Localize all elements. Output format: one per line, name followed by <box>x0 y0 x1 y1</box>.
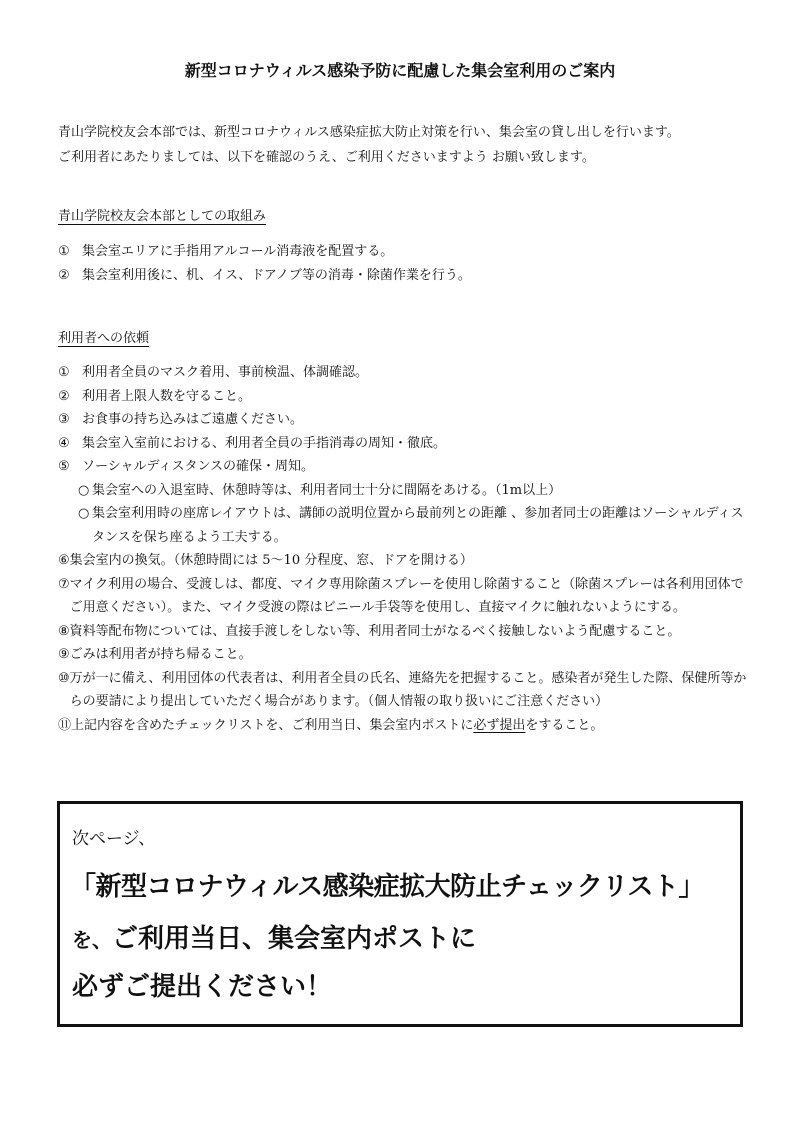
item-text: 集会室利用後に、机、イス、ドアノブ等の消毒・除菌作業を行う。 <box>82 267 471 283</box>
notice-next-page: 次ページ、 <box>72 829 156 849</box>
item-number: ⑥ <box>58 553 70 568</box>
circle-bullet: ○ <box>78 506 90 521</box>
notice-must-submit: 必ずご提出ください！ <box>72 972 333 1002</box>
section-heading-user-requests: 利用者への依頼 <box>58 331 150 346</box>
item-number: ② <box>58 267 70 283</box>
notice-particle: を、 <box>72 928 112 952</box>
list-item <box>58 432 748 456</box>
item-text <box>71 714 748 738</box>
item-number: ③ <box>58 412 70 427</box>
list-item <box>58 573 748 620</box>
item-text-post: をすること。 <box>525 717 604 733</box>
notice-box <box>57 801 743 1027</box>
sub-item-text: 集会室への入退室時、休憩時等は、利用者同士十分に間隔をあける。（1m以上） <box>92 482 562 498</box>
sub-list-item <box>58 479 748 503</box>
item-number: ⑧ <box>58 623 70 639</box>
user-requests-list <box>58 361 748 737</box>
list-item <box>58 667 748 714</box>
list-item <box>58 408 748 432</box>
section-heading-office-measures: 青山学院校友会本部としての取組み <box>58 209 267 224</box>
item-number: ⑪ <box>58 717 72 733</box>
list-item <box>58 240 748 264</box>
list-item <box>58 455 748 479</box>
item-number: ⑤ <box>58 459 70 474</box>
intro-line: 青山学院校友会本部では、新型コロナウィルス感染症拡大防止対策を行い、集会室の貸し出しを行います。 <box>58 125 680 140</box>
sub-list-item <box>58 502 748 549</box>
emphasis-must-submit: 必ず提出 <box>473 717 526 733</box>
item-number: ⑦ <box>58 576 70 592</box>
item-text: 万が一に備え、利用団体の代表者は、利用者全員の氏名、連絡先を把握すること。感染者が発生した際、保健所等からの要請により提出していただく場合があります。（個人情報の取り扱いにご注意ください） <box>69 670 747 709</box>
item-text: 資料等配布物については、直接手渡しをしない等、利用者同士がなるべく接触しないよう配慮すること。 <box>69 623 681 639</box>
page-title: 新型コロナウィルス感染予防に配慮した集会室利用のご案内 <box>184 61 616 80</box>
item-text: 集会室内の換気。（休憩時間には 5～10 分程度、窓、ドアを開ける） <box>69 553 473 568</box>
item-text: 集会室入室前における、利用者全員の手指消毒の周知・徹底。 <box>82 435 447 451</box>
list-item <box>58 361 748 385</box>
intro-line: ご利用者にあたりましては、以下を確認のうえ、ご利用くださいますよう お願い致します。 <box>58 150 595 165</box>
notice-submit-line <box>72 918 476 955</box>
item-text: ソーシャルディスタンスの確保・周知。 <box>82 459 315 474</box>
list-item <box>58 549 748 573</box>
list-item <box>58 714 748 738</box>
intro-paragraph <box>58 120 758 170</box>
item-text-pre: 上記内容を含めたチェックリストを、ご利用当日、集会室内ポストに <box>71 717 474 733</box>
item-text: マイク利用の場合、受渡しは、都度、マイク専用除菌スプレーを使用し除菌すること（除菌スプレーは各利用団体でご用意ください）。また、マイク受渡の際はビニール手袋等を使用し、直接マイクに触れないようにする。 <box>69 576 744 615</box>
list-item <box>58 264 748 288</box>
list-item <box>58 385 748 409</box>
list-item <box>58 620 748 644</box>
notice-checklist-name: 「新型コロナウィルス感染症拡大防止チェックリスト」 <box>70 872 704 902</box>
item-number: ② <box>58 388 70 404</box>
office-measures-list <box>58 240 748 287</box>
item-number: ④ <box>58 435 70 451</box>
list-item <box>58 643 748 667</box>
item-text: 利用者上限人数を守ること。 <box>82 388 252 404</box>
circle-bullet: ○ <box>78 482 90 498</box>
item-number: ① <box>58 365 70 380</box>
notice-submit-text: ご利用当日、集会室内ポストに <box>112 924 477 954</box>
item-text: ごみは利用者が持ち帰ること。 <box>69 647 252 662</box>
item-number: ① <box>58 244 70 259</box>
item-number: ⑩ <box>58 670 70 686</box>
item-text: お食事の持ち込みはご遠慮ください。 <box>82 412 304 427</box>
item-text: 利用者全員のマスク着用、事前検温、体調確認。 <box>82 365 369 380</box>
sub-item-text: 集会室利用時の座席レイアウトは、講師の説明位置から最前列との距離 、参加者同士の距離はソーシャルディスタンスを保ち座るよう工夫する。 <box>92 506 744 545</box>
item-number: ⑨ <box>58 647 70 662</box>
item-text: 集会室エリアに手指用アルコール消毒液を配置する。 <box>82 244 394 259</box>
